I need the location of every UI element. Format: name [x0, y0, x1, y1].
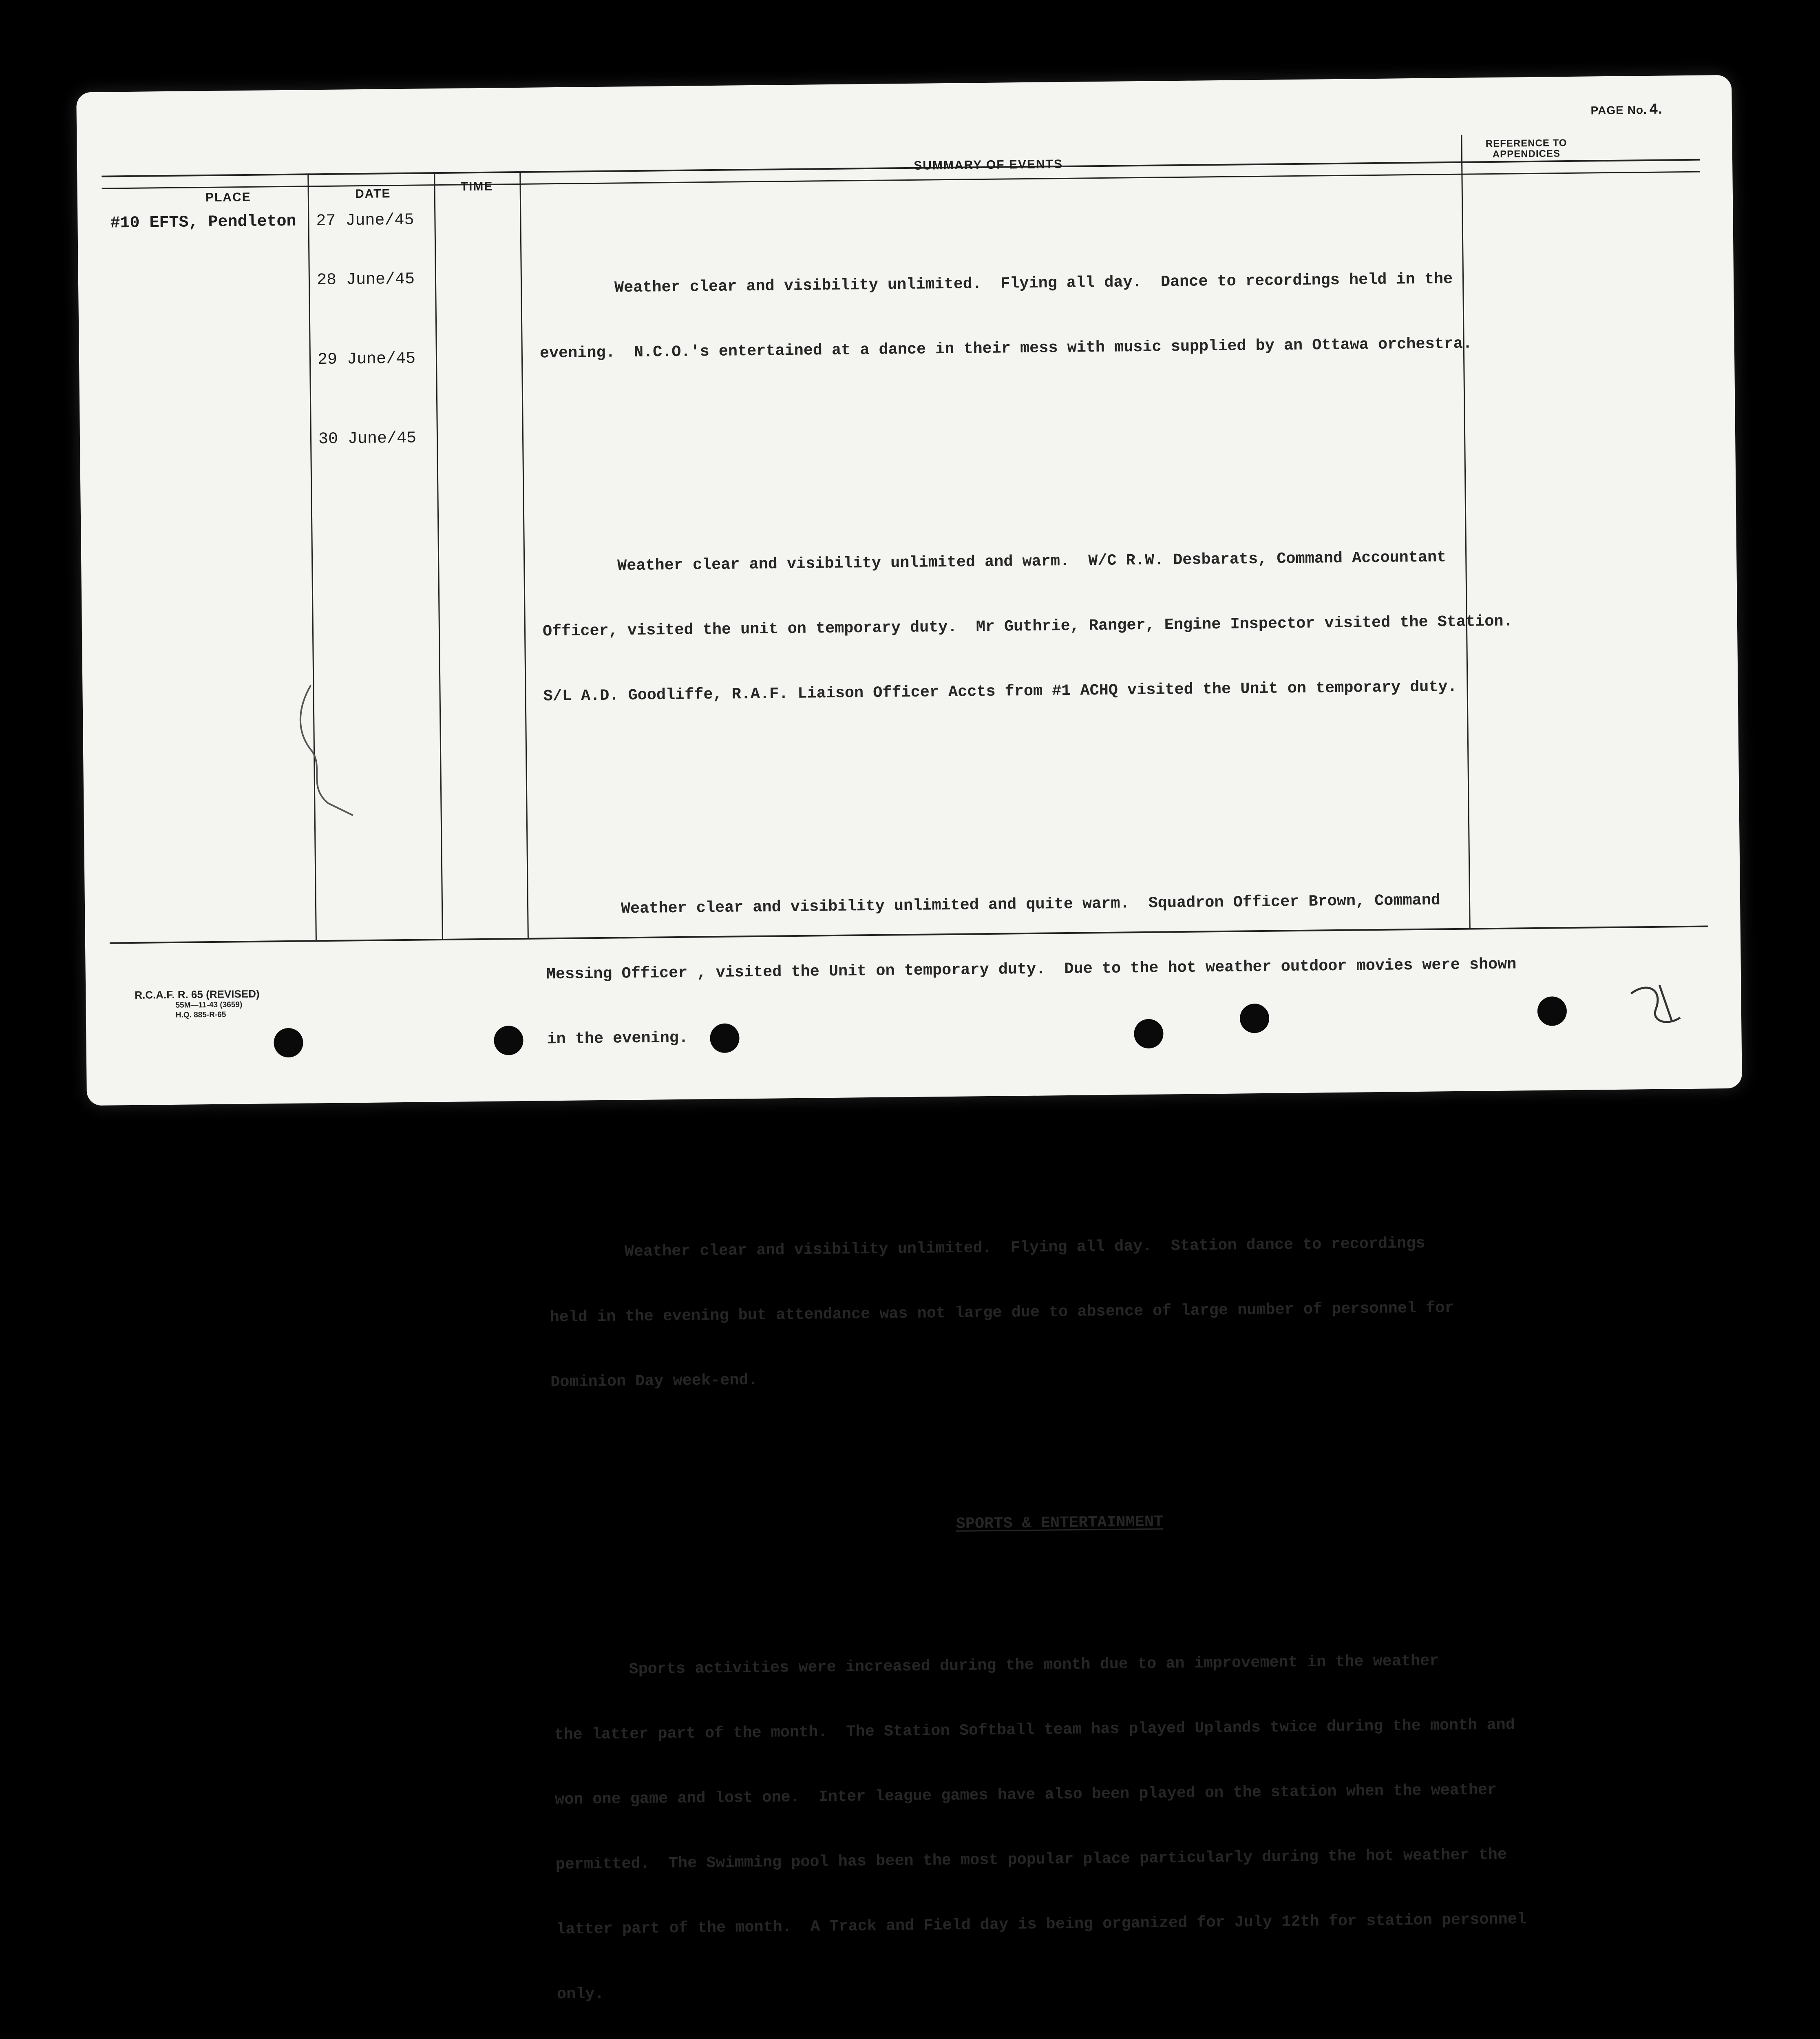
text-line: held in the evening but attendance was not large due to absence of large number of personnel for: [550, 1299, 1454, 1327]
text-line: won one game and lost one. Inter league games have also been played on the station when the weather: [554, 1781, 1497, 1809]
date-entry: 29 June/45: [317, 349, 416, 369]
punch-hole: [274, 1028, 303, 1058]
diary-page: [76, 75, 1742, 2004]
section-heading-sports: SPORTS & ENTERTAINMENT: [956, 1513, 1164, 1533]
form-number: R.C.A.F. R. 65 (REVISED): [135, 987, 260, 1001]
summary-of-events: [538, 181, 1586, 2039]
text-line: only.: [557, 1985, 604, 2004]
punch-hole: [494, 1026, 523, 1055]
text-line: Messing Officer , visited the Unit on temporary duty. Due to the hot weather outdoor movies were shown: [546, 955, 1517, 984]
date-entry: 30 June/45: [318, 429, 417, 449]
hq-code: H.Q. 885-R-65: [175, 1010, 226, 1020]
date-entry: 28 June/45: [316, 270, 415, 290]
column-header-place: PLACE: [205, 190, 251, 205]
text-line: in the evening.: [547, 1028, 689, 1048]
text-line: latter part of the month. A Track and Field day is being organized for July 12th for station personnel: [556, 1910, 1527, 1939]
pencil-mark: [1623, 977, 1688, 1035]
page-number-label: PAGE No.: [1590, 103, 1647, 117]
text-line: permitted. The Swimming pool has been the most popular place particularly during the hot weather the: [555, 1845, 1507, 1874]
text-line: S/L A.D. Goodliffe, R.A.F. Liaison Officer Accts from #1 ACHQ visited the Unit on temporary duty.: [543, 677, 1457, 705]
print-code: 55M—11-43 (3659): [175, 1000, 243, 1010]
text-line: Weather clear and visibility unlimited. Flying all day. Station dance to recordings: [549, 1234, 1425, 1262]
punch-hole: [1537, 996, 1567, 1026]
column-divider: [307, 173, 317, 940]
column-divider: [434, 172, 443, 939]
column-header-summary: SUMMARY OF EVENTS: [914, 157, 1063, 172]
column-header-reference: REFERENCE TO APPENDICES: [1485, 137, 1567, 160]
entry-paragraph: [549, 1188, 1566, 1436]
pencil-mark: [294, 681, 361, 820]
form-identifier: [135, 988, 260, 1021]
text-line: Weather clear and visibility unlimited and quite warm. Squadron Officer Brown, Command: [545, 891, 1441, 919]
sports-paragraph: [553, 1606, 1573, 2039]
text-line: Dominion Day week-end.: [550, 1371, 758, 1391]
punch-hole: [1240, 1004, 1270, 1033]
text-line: Weather clear and visibility unlimited. Flying all day. Dance to recordings held in the: [539, 270, 1453, 298]
entry-paragraph: [545, 845, 1563, 1093]
column-header-time: TIME: [460, 179, 493, 194]
text-line: evening. N.C.O.'s entertained at a dance in their mess with music supplied by an Ottawa orchestra.: [539, 334, 1473, 363]
punch-hole: [1134, 1019, 1164, 1049]
punch-hole: [710, 1023, 740, 1053]
place-entry: #10 EFTS, Pendleton: [110, 212, 296, 233]
entry-paragraph: [539, 224, 1555, 407]
column-divider: [519, 171, 529, 938]
text-line: Officer, visited the unit on temporary duty. Mr Guthrie, Ranger, Engine Inspector visited the Station.: [542, 612, 1513, 641]
text-line: the latter part of the month. The Station Softball team has played Uplands twice during the month and: [554, 1716, 1515, 1744]
text-line: Sports activities were increased during the month due to an improvement in the weather: [553, 1652, 1439, 1679]
column-header-date: DATE: [355, 187, 391, 201]
date-entry: 27 June/45: [316, 211, 414, 231]
page-number: [1590, 100, 1663, 118]
text-line: Weather clear and visibility unlimited and warm. W/C R.W. Desbarats, Command Accountant: [542, 548, 1447, 576]
entry-paragraph: [541, 502, 1559, 750]
page-number-value: 4.: [1649, 100, 1663, 117]
